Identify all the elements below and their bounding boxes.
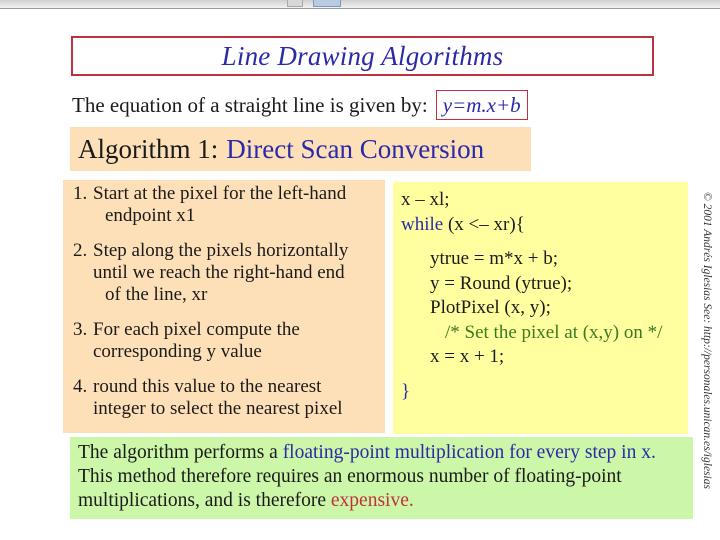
step-text: until we reach the right-hand end <box>93 262 345 283</box>
code-gap <box>401 237 680 247</box>
algorithm-label: Algorithm 1: <box>78 133 219 164</box>
summary-box <box>70 437 693 519</box>
summary-text: The algorithm performs a <box>78 442 278 463</box>
pseudocode-box <box>393 182 688 434</box>
step-item <box>73 376 379 420</box>
equation-box: y=m.x+b <box>436 90 528 120</box>
step-number: 2. <box>73 240 88 261</box>
code-line: } <box>401 380 411 402</box>
step-item <box>73 183 379 227</box>
code-line-while <box>401 213 680 238</box>
step-text: integer to select the nearest pixel <box>93 398 343 419</box>
toolbar-button-active[interactable] <box>313 0 341 7</box>
step-text: endpoint x1 <box>105 205 196 226</box>
equation-intro: The equation of a straight line is given by: <box>72 92 428 117</box>
window-top-bar <box>0 0 720 9</box>
step-item <box>73 319 379 363</box>
code-comment: /* Set the pixel at (x,y) on */ <box>445 321 663 343</box>
summary-highlight: expensive. <box>330 490 414 511</box>
algorithm-heading <box>70 127 531 171</box>
summary-highlight: floating-point multiplication for every step in x. <box>282 442 656 463</box>
step-number: 4. <box>73 376 88 397</box>
step-number: 1. <box>73 183 88 204</box>
code-line: x – xl; <box>401 189 450 210</box>
algorithm-name: Direct Scan Conversion <box>226 133 485 164</box>
step-text: For each pixel compute the <box>93 319 300 340</box>
slide-title-box <box>71 36 654 76</box>
equation-line <box>72 90 528 120</box>
side-credit <box>697 192 713 512</box>
credit-text: © 2001 Andrés Iglesias See: http://personales.unican.es/iglesias <box>701 192 713 489</box>
step-text: of the line, xr <box>105 284 208 305</box>
step-number: 3. <box>73 319 88 340</box>
code-text: (x <– xr){ <box>447 213 525 235</box>
step-item <box>73 240 379 306</box>
code-line: x = x + 1; <box>430 346 505 367</box>
toolbar-button[interactable] <box>287 0 303 7</box>
step-text: Step along the pixels horizontally <box>93 240 349 261</box>
code-line: y = Round (ytrue); <box>430 272 573 294</box>
code-keyword: while <box>401 213 444 235</box>
step-text: round this value to the nearest <box>93 376 322 397</box>
algorithm-steps <box>63 180 385 433</box>
slide-title: Line Drawing Algorithms <box>221 40 504 71</box>
step-text: Start at the pixel for the left-hand <box>93 183 347 204</box>
code-gap <box>401 370 680 380</box>
code-line: ytrue = m*x + b; <box>430 248 559 269</box>
code-line: PlotPixel (x, y); <box>430 297 551 318</box>
summary-text: This method therefore requires an enormous number of floating-point multiplications, and is therefore <box>78 466 622 511</box>
step-text: corresponding y value <box>93 341 262 362</box>
